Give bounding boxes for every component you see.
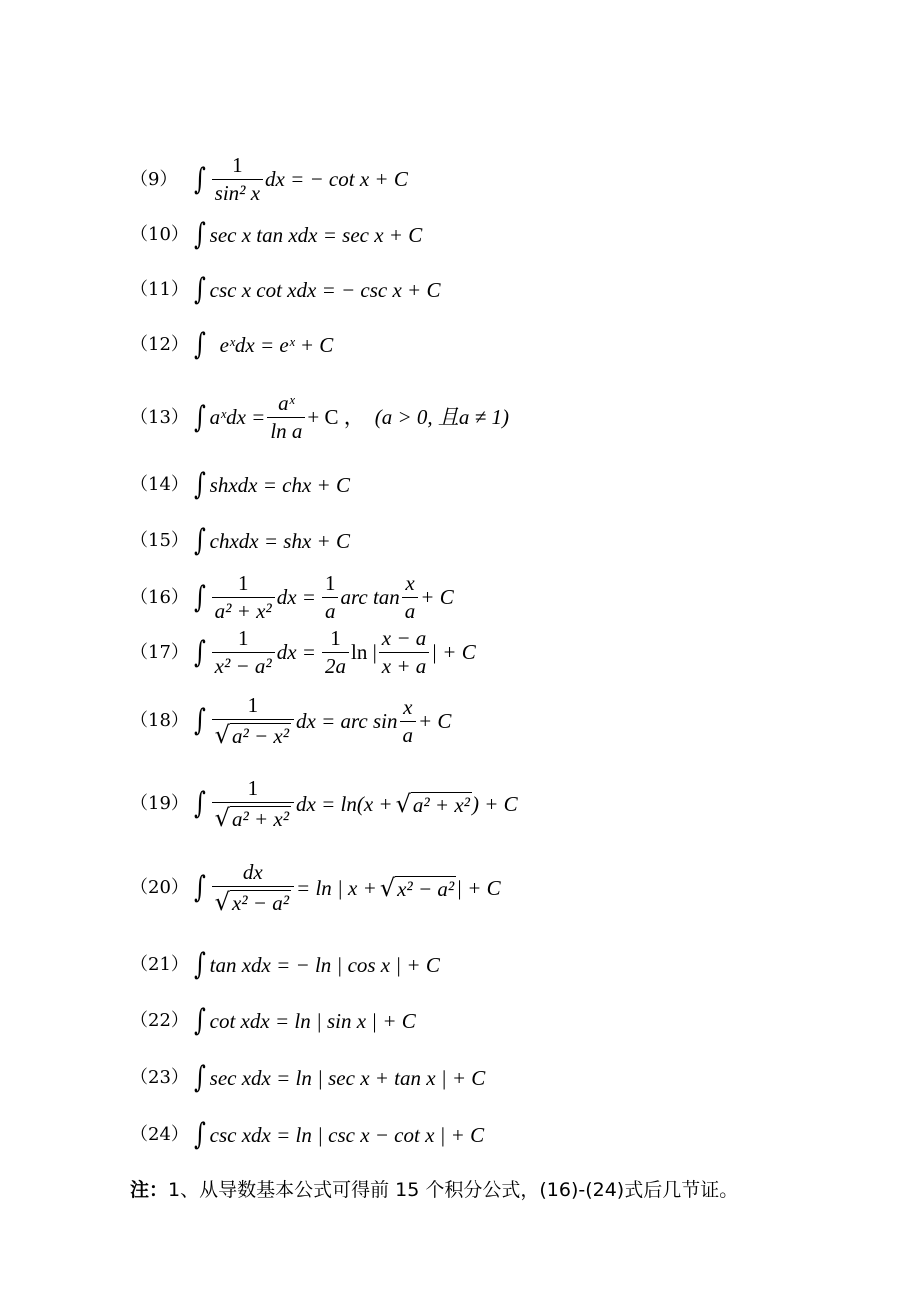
formula-body: tan xdx = − ln | cos x | + C	[209, 952, 440, 977]
formula-17	[130, 628, 476, 677]
integral-sign: ∫	[193, 1060, 206, 1095]
formula-15	[130, 523, 350, 558]
integral-sign: ∫	[193, 467, 206, 502]
formula-number: （17）	[130, 641, 189, 663]
formula-9	[130, 155, 408, 204]
formula-tail: + C	[418, 708, 452, 733]
formula-10	[130, 217, 423, 252]
formula-12	[130, 327, 334, 362]
formula-mid: = ln | x +	[296, 875, 377, 900]
integral-sign: ∫	[193, 161, 206, 197]
formula-tail: | + C	[456, 875, 501, 900]
radical-sign-icon: √	[214, 804, 230, 832]
formula-19	[130, 778, 518, 830]
square-root	[215, 806, 291, 830]
numerator: x	[405, 571, 415, 595]
radical-sign-icon: √	[395, 790, 411, 818]
formula-body: chxdx = shx + C	[209, 528, 350, 553]
numerator: 1	[330, 626, 341, 650]
integral-sign: ∫	[193, 634, 206, 670]
formula-number: （19）	[130, 793, 189, 814]
integral-sign: ∫	[193, 1003, 206, 1038]
formula-number: （11）	[130, 279, 189, 300]
formula-number: （24）	[130, 1124, 189, 1145]
formula-16	[130, 573, 454, 622]
coefficient-fraction	[322, 628, 349, 677]
formula-body: cot xdx = ln | sin x | + C	[209, 1008, 416, 1033]
integral-sign: ∫	[193, 327, 206, 362]
numerator: x − a	[381, 626, 427, 650]
formula-number: （14）	[130, 474, 189, 495]
formula-number: （9）	[130, 168, 178, 190]
formula-13	[130, 393, 509, 442]
formula-body: csc xdx = ln | csc x − cot x | + C	[209, 1122, 485, 1147]
fraction	[212, 862, 294, 914]
formula-mid: dx =	[276, 640, 316, 664]
ln-text: ln |	[350, 640, 377, 664]
formula-mid: dx = arc sin	[296, 708, 398, 733]
formula-body: sec x tan xdx = sec x + C	[209, 222, 423, 247]
formula-number: （12）	[130, 334, 189, 355]
formula-number: （13）	[130, 406, 189, 428]
numerator: 1	[247, 776, 259, 800]
formula-body: eˣdx = eˣ + C	[219, 332, 334, 357]
numerator: 1	[247, 693, 259, 717]
formula-24	[130, 1117, 485, 1152]
integral-sign: ∫	[193, 217, 206, 252]
formula-number: （18）	[130, 710, 189, 731]
fraction	[267, 393, 305, 442]
footnote	[130, 1175, 738, 1202]
formula-rhs: dx = − cot x + C	[265, 167, 408, 191]
radicand: x² − a²	[231, 891, 290, 915]
radical-sign-icon: √	[214, 888, 230, 916]
denominator: 2a	[322, 652, 349, 677]
integral-sign: ∫	[193, 1117, 206, 1152]
numerator: aˣ	[278, 391, 295, 415]
formula-body: shxdx = chx + C	[209, 472, 350, 497]
formula-body: csc x cot xdx = − csc x + C	[209, 277, 441, 302]
denominator: x² − a²	[212, 652, 275, 677]
square-root	[215, 890, 291, 914]
integral-sign: ∫	[193, 399, 206, 435]
denominator: a	[322, 597, 339, 622]
argument-fraction	[400, 694, 417, 747]
formula-tail: ) + C	[471, 791, 518, 816]
denominator	[212, 802, 294, 830]
integral-sign: ∫	[193, 523, 206, 558]
integral-sign: ∫	[193, 579, 206, 615]
formula-14	[130, 467, 350, 502]
coefficient-fraction	[322, 573, 339, 622]
formula-22	[130, 1003, 416, 1038]
formula-condition: (a > 0, 且a ≠ 1)	[374, 405, 509, 429]
numerator: 1	[237, 571, 249, 595]
formula-number: （20）	[130, 877, 189, 898]
formula-number: （23）	[130, 1067, 189, 1088]
formula-21	[130, 947, 440, 982]
formula-number: （15）	[130, 530, 189, 551]
square-root	[215, 723, 291, 747]
square-root	[396, 792, 472, 816]
integral-sign: ∫	[193, 786, 206, 821]
note-label: 注：	[130, 1179, 169, 1201]
denominator: x + a	[379, 652, 430, 677]
numerator: dx	[242, 860, 263, 884]
formula-body: sec xdx = ln | sec x + tan x | + C	[209, 1065, 486, 1090]
integral-sign: ∫	[193, 870, 206, 905]
numerator: x	[403, 694, 413, 719]
denominator: a² + x²	[212, 597, 275, 622]
integral-sign: ∫	[193, 947, 206, 982]
formula-number: （16）	[130, 586, 189, 608]
argument-fraction	[402, 573, 419, 622]
formula-mid: dx =	[276, 585, 316, 609]
fraction	[212, 778, 294, 830]
square-root	[380, 876, 456, 900]
formula-tail: | + C	[431, 640, 476, 664]
numerator: 1	[324, 571, 336, 595]
integral-sign: ∫	[193, 272, 206, 307]
formula-number: （10）	[130, 224, 189, 245]
radicand: x² − a²	[397, 877, 455, 901]
radicand: a² + x²	[412, 793, 470, 817]
formula-lhs: aˣdx =	[209, 405, 266, 429]
radical-sign-icon: √	[214, 721, 230, 749]
numerator: 1	[232, 153, 243, 177]
integral-sign: ∫	[193, 703, 206, 738]
denominator: sin² x	[212, 179, 263, 204]
denominator: ln a	[267, 417, 305, 442]
formula-tail: + C ，	[307, 405, 365, 429]
radicand: a² − x²	[231, 724, 290, 748]
denominator: a	[400, 721, 417, 746]
radicand: a² + x²	[231, 807, 290, 831]
arctan-text: arc tan	[340, 585, 400, 609]
fraction	[212, 695, 294, 747]
denominator: a	[402, 597, 419, 622]
formula-tail: + C	[420, 585, 454, 609]
formula-11	[130, 272, 441, 307]
formula-number: （22）	[130, 1010, 189, 1031]
argument-fraction	[379, 628, 430, 677]
fraction	[212, 155, 263, 204]
formula-20	[130, 862, 501, 914]
formula-23	[130, 1060, 486, 1095]
denominator	[212, 886, 294, 914]
denominator	[212, 719, 294, 747]
fraction	[212, 628, 275, 677]
formula-18	[130, 695, 451, 747]
numerator: 1	[237, 626, 249, 650]
radical-sign-icon: √	[379, 874, 396, 902]
formula-number: （21）	[130, 954, 189, 975]
fraction	[212, 573, 275, 622]
note-text: 1、从导数基本公式可得前 15 个积分公式，(16)-(24)式后几节证。	[168, 1179, 739, 1201]
formula-mid: dx = ln(x +	[296, 791, 393, 816]
